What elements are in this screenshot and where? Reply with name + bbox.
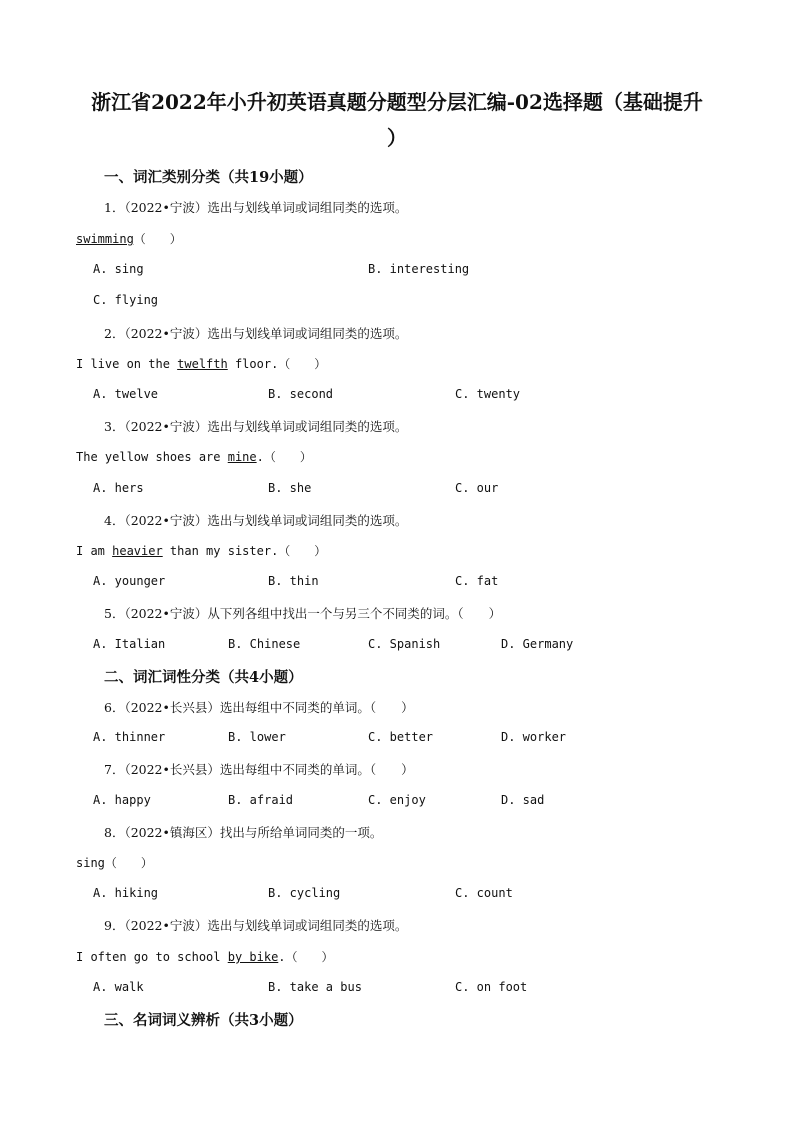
question-6-option-b: B. lower [228,730,286,744]
question-1-option-a: A. sing [93,262,144,276]
question-8-option-b: B. cycling [268,886,341,900]
question-5-option-d: D. Germany [501,637,574,651]
title-line-1: 浙江省2022年小升初英语真题分题型分层汇编-02选择题（基础提升 [91,90,703,114]
document-title [60,84,734,156]
question-9-prompt: 9．（2022•宁波）选出与划线单词或词组同类的选项。 [104,918,408,933]
question-7-prompt: 7．（2022•长兴县）选出每组中不同类的单词。（ ） [104,762,414,777]
question-7-option-d: D. sad [501,793,545,807]
question-6-option-c: C. better [368,730,434,744]
question-1-option-b: B. interesting [368,262,470,276]
question-9-option-c: C. on foot [455,980,528,994]
question-5-option-a: A. Italian [93,637,166,651]
question-8-stem: sing（ ） [76,856,153,870]
question-4-option-b: B. thin [268,574,319,588]
question-6-prompt: 6．（2022•长兴县）选出每组中不同类的单词。（ ） [104,700,414,715]
question-4-stem: I am heavier than my sister.（ ） [76,544,327,558]
question-3-option-b: B. she [268,481,312,495]
underlined-word: heavier [112,544,163,558]
question-9-stem: I often go to school by bike.（ ） [76,950,334,964]
question-7-option-a: A. happy [93,793,151,807]
question-7-option-b: B. afraid [228,793,294,807]
question-4-option-a: A. younger [93,574,166,588]
question-2-option-c: C. twenty [455,387,521,401]
question-1-prompt: 1．（2022•宁波）选出与划线单词或词组同类的选项。 [104,200,408,215]
question-2-option-a: A. twelve [93,387,159,401]
question-6-option-a: A. thinner [93,730,166,744]
question-3-option-c: C. our [455,481,499,495]
question-3-option-a: A. hers [93,481,144,495]
question-4-option-c: C. fat [455,574,499,588]
question-9-option-a: A. walk [93,980,144,994]
question-3-stem: The yellow shoes are mine.（ ） [76,450,312,464]
question-3-prompt: 3．（2022•宁波）选出与划线单词或词组同类的选项。 [104,419,408,434]
question-2-prompt: 2．（2022•宁波）选出与划线单词或词组同类的选项。 [104,326,408,341]
question-8-prompt: 8．（2022•镇海区）找出与所给单词同类的一项。 [104,825,383,840]
question-1-stem: swimming（ ） [76,232,182,246]
question-8-option-c: C. count [455,886,513,900]
section-heading-1: 一、词汇类别分类（共19小题） [104,169,313,186]
question-4-prompt: 4．（2022•宁波）选出与划线单词或词组同类的选项。 [104,513,408,528]
question-1-option-c: C. flying [93,293,159,307]
section-heading-2: 二、词汇词性分类（共4小题） [104,669,303,686]
title-line-2: ） [387,126,407,150]
question-2-stem: I live on the twelfth floor.（ ） [76,357,327,371]
underlined-word: swimming [76,232,134,246]
underlined-word: by bike [227,950,279,964]
underlined-word: twelfth [177,357,228,371]
question-5-option-b: B. Chinese [228,637,301,651]
question-2-option-b: B. second [268,387,334,401]
question-9-option-b: B. take a bus [268,980,362,994]
underlined-word: mine [227,450,257,464]
question-5-option-c: C. Spanish [368,637,441,651]
question-8-option-a: A. hiking [93,886,159,900]
question-6-option-d: D. worker [501,730,567,744]
section-heading-3: 三、名词词义辨析（共3小题） [104,1012,303,1029]
question-7-option-c: C. enjoy [368,793,426,807]
question-5-prompt: 5．（2022•宁波）从下列各组中找出一个与另三个不同类的词。（ ） [104,606,502,621]
